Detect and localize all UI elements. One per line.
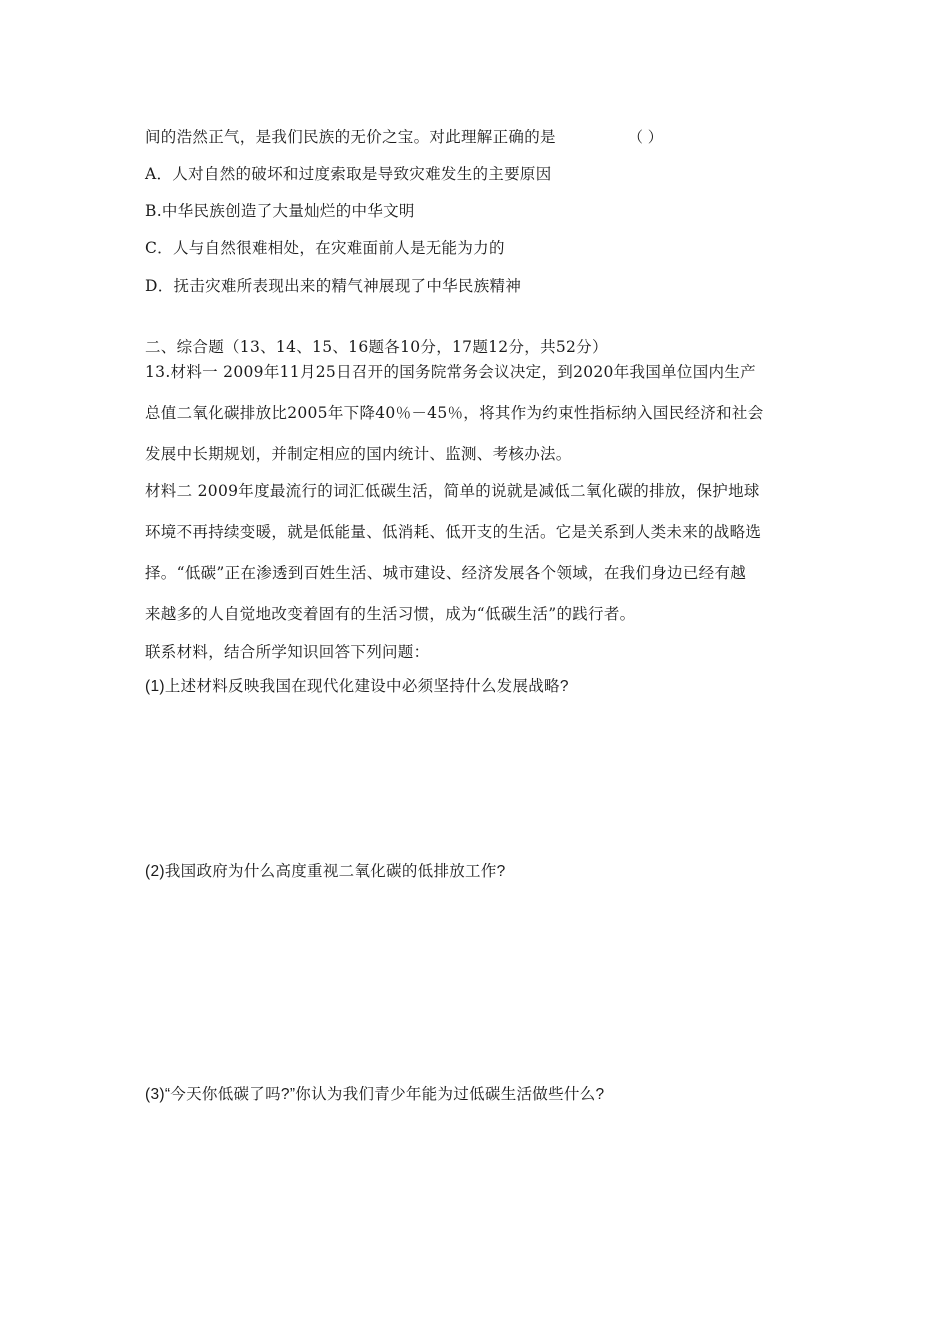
section-2-heading: 二、综合题（13、14、15、16题各10分，17题12分，共52分）	[145, 338, 608, 356]
q13-material1-line-2: 总值二氧化碳排放比2005年下降40％－45％，将其作为约束性指标纳入国民经济和社会	[145, 404, 764, 422]
q13-question-2: (2)我国政府为什么高度重视二氧化碳的低排放工作?	[145, 863, 506, 880]
q13-prompt: 联系材料，结合所学知识回答下列问题：	[145, 643, 430, 661]
q13-material1-line-3: 发展中长期规划，并制定相应的国内统计、监测、考核办法。	[145, 445, 572, 463]
q12-stem-tail: 间的浩然正气，是我们民族的无价之宝。对此理解正确的是	[145, 128, 556, 146]
q13-question-3: (3)“今天你低碳了吗?”你认为我们青少年能为过低碳生活做些什么?	[145, 1086, 605, 1103]
q13-material2-line-2: 环境不再持续变暖，就是低能量、低消耗、低开支的生活。它是关系到人类未来的战略选	[145, 523, 762, 541]
q12-option-a: A．人对自然的破坏和过度索取是导致灾难发生的主要原因	[145, 165, 552, 183]
q13-material1-line-1: 13.材料一 2009年11月25日召开的国务院常务会议决定，到2020年我国单位国内生产	[145, 363, 756, 381]
q12-answer-blank[interactable]: （ ）	[628, 128, 663, 146]
q13-material2-line-1: 材料二 2009年度最流行的词汇低碳生活，简单的说就是减低二氧化碳的排放，保护地球	[145, 482, 760, 500]
q13-question-1: (1)上述材料反映我国在现代化建设中必须坚持什么发展战略?	[145, 678, 569, 695]
q12-option-c: C．人与自然很难相处，在灾难面前人是无能为力的	[145, 239, 505, 257]
q13-material2-line-4: 来越多的人自觉地改变着固有的生活习惯，成为“低碳生活”的践行者。	[145, 605, 636, 623]
q12-option-d: D．抚击灾难所表现出来的精气神展现了中华民族精神	[145, 277, 522, 295]
q13-material2-line-3: 择。“低碳”正在渗透到百姓生活、城市建设、经济发展各个领域，在我们身边已经有越	[145, 564, 747, 582]
q12-option-b: B.中华民族创造了大量灿烂的中华文明	[145, 202, 415, 220]
